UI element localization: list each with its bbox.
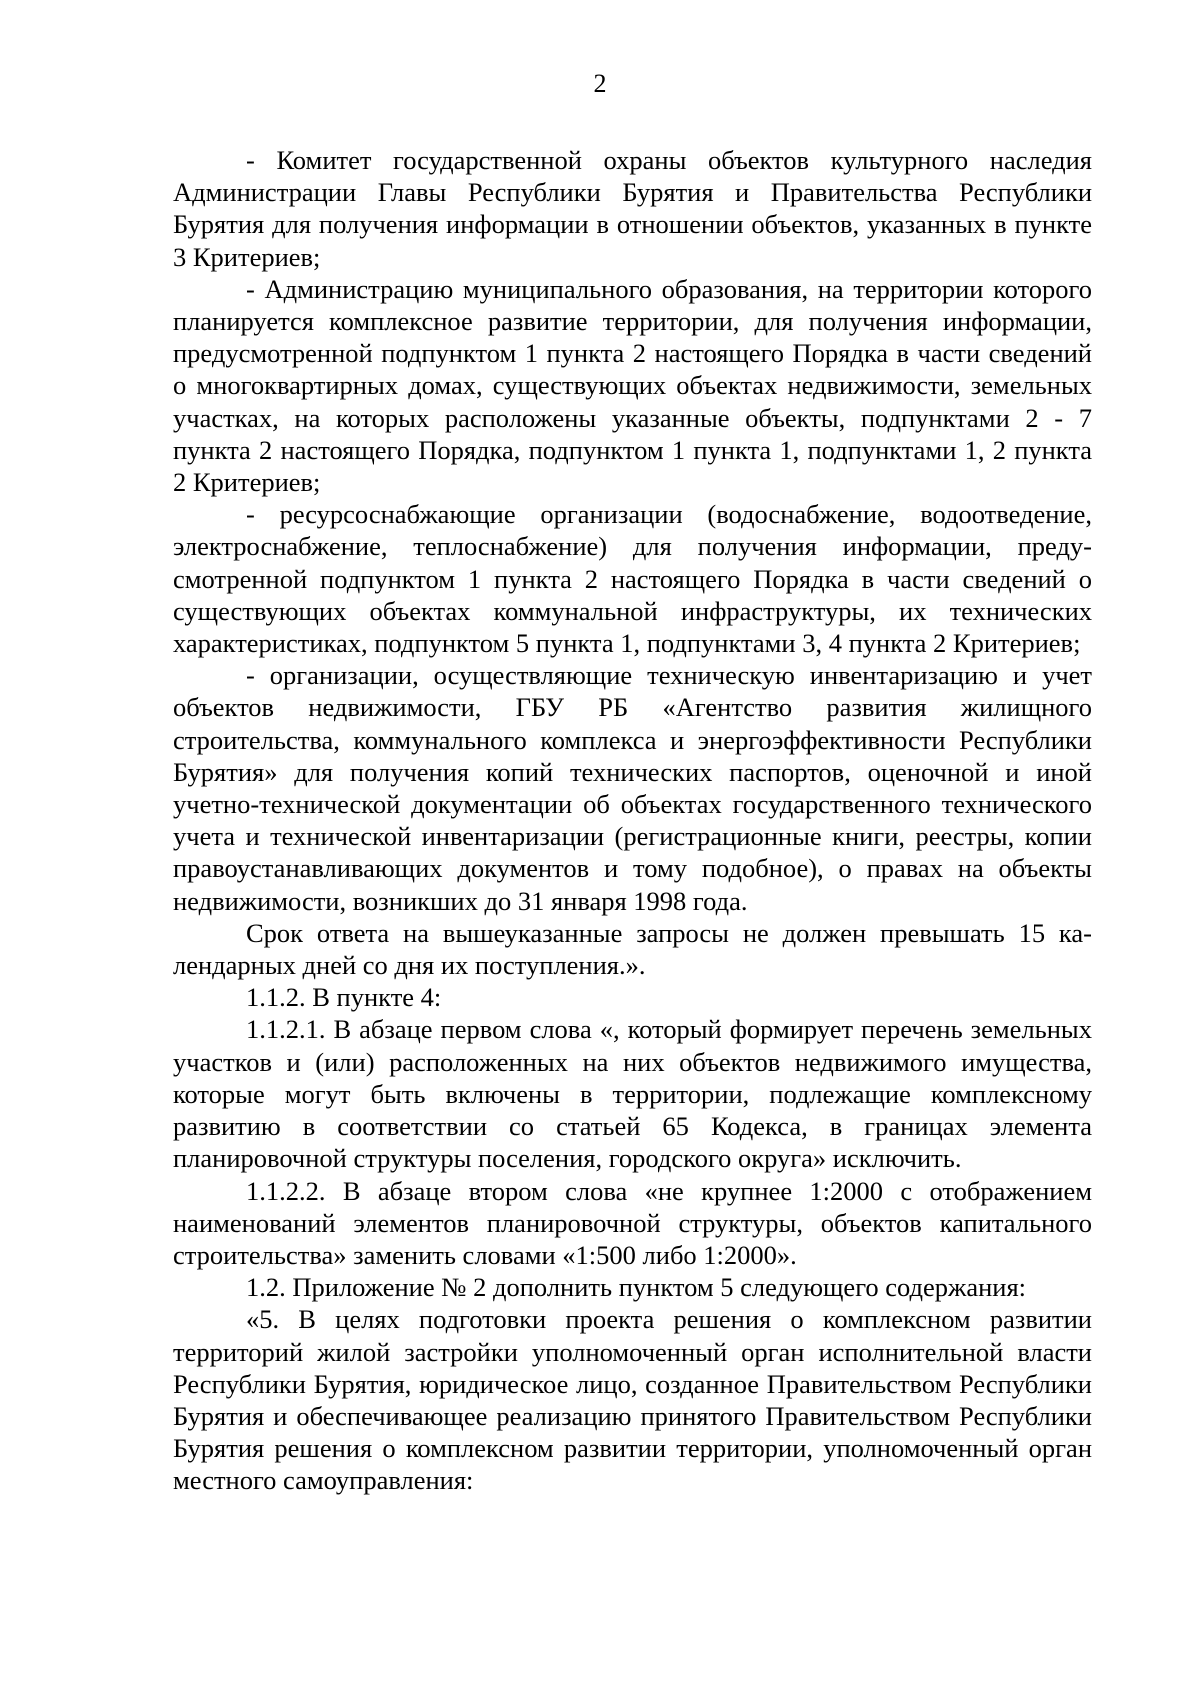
paragraph-response-deadline: Срок ответа на вышеуказанные запросы не должен превышать 15 календарных дней со дня их поступления.». — [173, 917, 1092, 981]
paragraph-item-1-1-2-1: 1.1.2.1. В абзаце первом слова «, который формирует перечень земельных участков и (или) расположенных на них объектов недвижимого имущества, которые могут быть включены в территории, подлежащие комплексному развитию в соответствии со статьей 65 Кодекса, в границах элемента планировочной структуры поселения, городского округа» исключить. — [173, 1014, 1092, 1174]
paragraph-item-1-2: 1.2. Приложение № 2 дополнить пунктом 5 следующего содержания: — [246, 1272, 1027, 1303]
document-body — [173, 144, 1092, 1497]
paragraph-resource-organizations: - ресурсоснабжающие организации (водоснабжение, водоотведение, электроснабжение, теплоснабжение) для получения информации, предусмотренной подпунктом 1 пункта 2 настоящего Порядка в части сведений о существующих объектах коммунальной инфраструктуры, их технических характеристиках, подпунктом 5 пункта 1, подпунктами 3, 4 пункта 2 Критериев; — [173, 499, 1092, 659]
page-number: 2 — [593, 69, 607, 98]
paragraph-municipal-administration: - Администрацию муниципального образования, на территории которого планируется комплексное развитие территории, для получения информации, предусмотренной подпунктом 1 пункта 2 настоящего Порядка в части сведений о многоквартирных домах, существующих объектах недвижимости, земельных участках, на которых расположены указанные объекты, подпунктами 2 - 7 пункта 2 настоящего Порядка, подпунктом 1 пункта 1, подпунктами 1, 2 пункта 2 Критериев; — [173, 273, 1092, 498]
paragraph-item-1-1-2-2: 1.1.2.2. В абзаце втором слова «не крупнее 1:2000 с отображением наименований элементов планировочной структуры, объектов капитального строительства» заменить словами «1:500 либо 1:2000». — [173, 1175, 1092, 1270]
paragraph-item-1-1-2: 1.1.2. В пункте 4: — [246, 982, 442, 1013]
paragraph-item-5: «5. В целях подготовки проекта решения о комплексном развитии территорий жилой застройки уполномоченный орган исполнительной власти Республики Бурятия, юридическое лицо, созданное Правительством Республики Бурятия и обеспечивающее реализацию принятого Правительством Республики Бурятия решения о комплексном развитии территории, уполномоченный орган местного самоуправления: — [173, 1304, 1092, 1496]
paragraph-inventory-organizations: - организации, осуществляющие техническую инвентаризацию и учет объектов недвижимости, ГБУ РБ «Агентство развития жилищного строительства, коммунального комплекса и энергоэффективности Республики Бурятия» для получения копий технических паспортов, оценочной и иной учетно-технической документации об объектах государственного технического учета и технической инвентаризации (регистрационные книги, реестры, копии правоустанавливающих документов и тому подобное), о правах на объекты недвижимости, возникших до 31 января 1998 года. — [173, 660, 1092, 916]
paragraph-committee-heritage: - Комитет государственной охраны объектов культурного наследия Администрации Главы Республики Бурятия и Правительства Республики Бурятия для получения информации в отношении объектов, указанных в пункте 3 Критериев; — [173, 145, 1092, 272]
